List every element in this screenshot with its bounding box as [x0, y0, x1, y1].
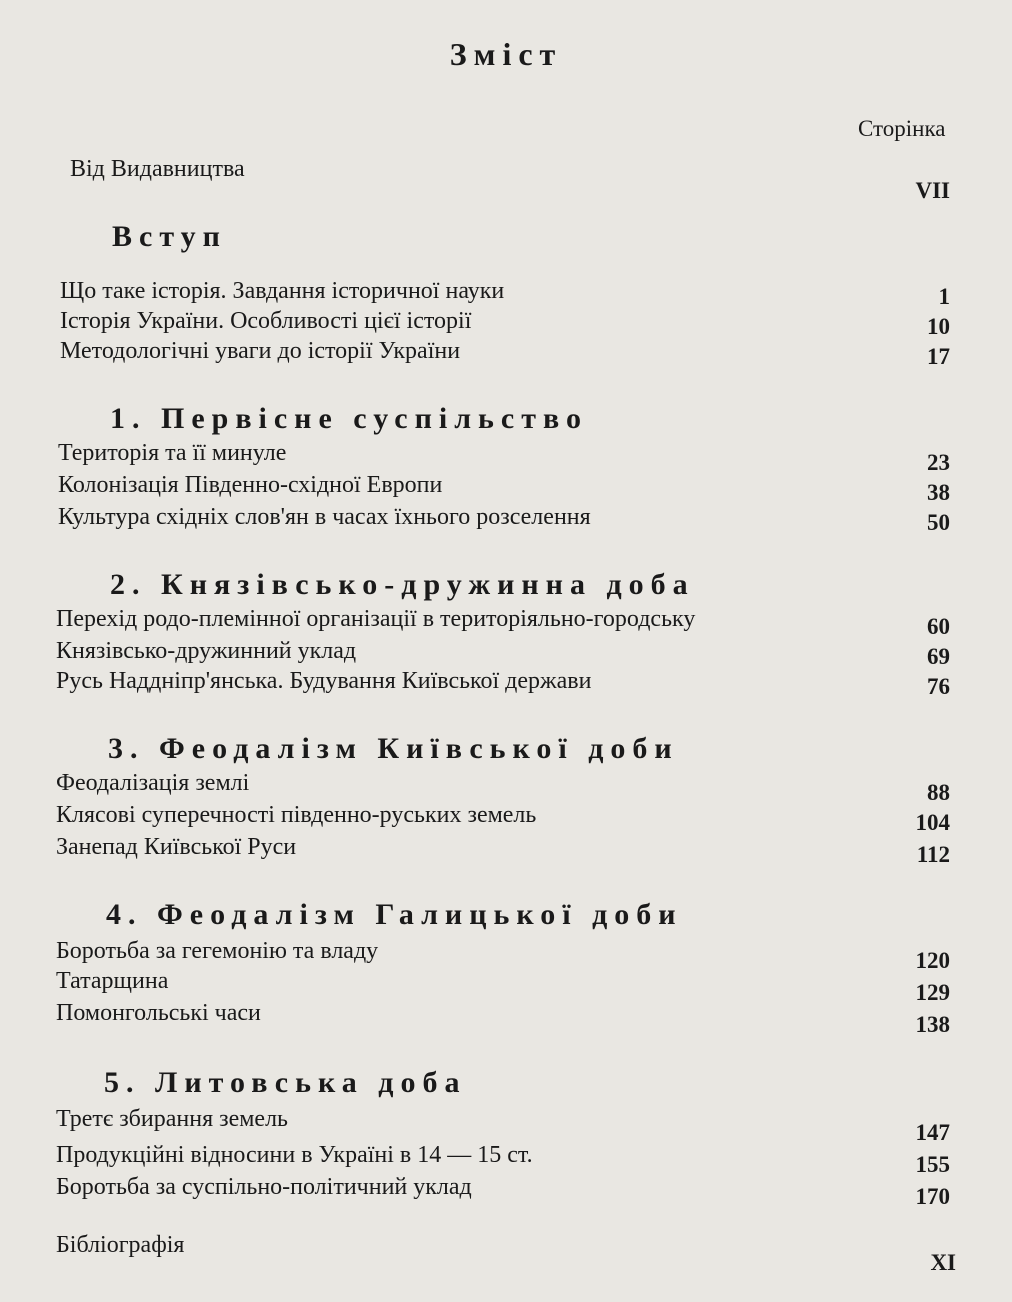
toc-entry-page: 38 [927, 480, 950, 505]
toc-entry: Продукційні відносини в Україні в 14 — 15 ст. [56, 1142, 533, 1168]
toc-entry-page: 69 [927, 644, 950, 669]
preface-page: VII [915, 178, 950, 203]
toc-entry: Територія та її минуле [58, 440, 287, 466]
page-title: Зміст [449, 36, 563, 72]
section-heading-3: 3. Феодалізм Київської доби [108, 732, 679, 765]
toc-entry-page: 1 [938, 284, 950, 309]
toc-entry: Помонгольські часи [56, 1000, 261, 1026]
section-heading-1: 1. Первісне суспільство [110, 402, 588, 435]
page-column-header: Сторінка [858, 116, 946, 141]
section-heading-5: 5. Литовська доба [104, 1066, 467, 1099]
toc-entry-page: 120 [915, 948, 950, 973]
toc-entry-page: 104 [915, 810, 950, 835]
section-heading-intro: Вступ [112, 220, 227, 253]
toc-entry: Боротьба за гегемонію та владу [56, 938, 379, 964]
toc-entry-page: 138 [915, 1012, 950, 1037]
toc-entry: Феодалізація землі [56, 770, 250, 796]
toc-entry-page: 155 [915, 1152, 950, 1177]
toc-entry-page: 112 [916, 842, 950, 867]
toc-entry-page: 23 [927, 450, 950, 475]
toc-entry-page: 17 [927, 344, 950, 369]
toc-entry-page: 170 [915, 1184, 950, 1209]
toc-entry-page: 129 [915, 980, 950, 1005]
section-heading-4: 4. Феодалізм Галицької доби [106, 898, 683, 931]
toc-entry-page: 50 [927, 510, 950, 535]
toc-entry: Князівсько-дружинний уклад [56, 638, 357, 664]
toc-entry-page: 76 [927, 674, 950, 699]
preface-label: Від Видавництва [70, 156, 245, 182]
section-heading-2: 2. Князівсько-дружинна доба [110, 568, 695, 601]
toc-entry: Русь Наддніпр'янська. Будування Київської держави [56, 668, 592, 694]
toc-entry: Третє збирання земель [56, 1106, 288, 1132]
toc-entry: Перехід родо-племінної організації в територіяльно-городську [56, 606, 696, 632]
toc-entry: Методологічні уваги до історії України [60, 338, 461, 364]
bibliography-page: XI [930, 1250, 956, 1275]
bibliography-label: Бібліографія [56, 1232, 185, 1258]
toc-entry-page: 10 [927, 314, 950, 339]
toc-entry: Татарщина [56, 968, 169, 994]
toc-entry-page: 147 [915, 1120, 950, 1145]
toc-entry-page: 88 [927, 780, 950, 805]
toc-entry: Що таке історія. Завдання історичної науки [60, 278, 505, 304]
toc-entry: Колонізація Південно-східної Европи [58, 472, 443, 498]
toc-entry-page: 60 [927, 614, 950, 639]
toc-entry: Клясові суперечності південно-руських земель [56, 802, 537, 828]
toc-entry: Занепад Київської Руси [56, 834, 297, 860]
toc-entry: Історія України. Особливості цієї історії [60, 308, 472, 334]
toc-entry: Боротьба за суспільно-політичний уклад [56, 1174, 472, 1200]
toc-entry: Культура східніх слов'ян в часах їхнього розселення [58, 504, 591, 530]
